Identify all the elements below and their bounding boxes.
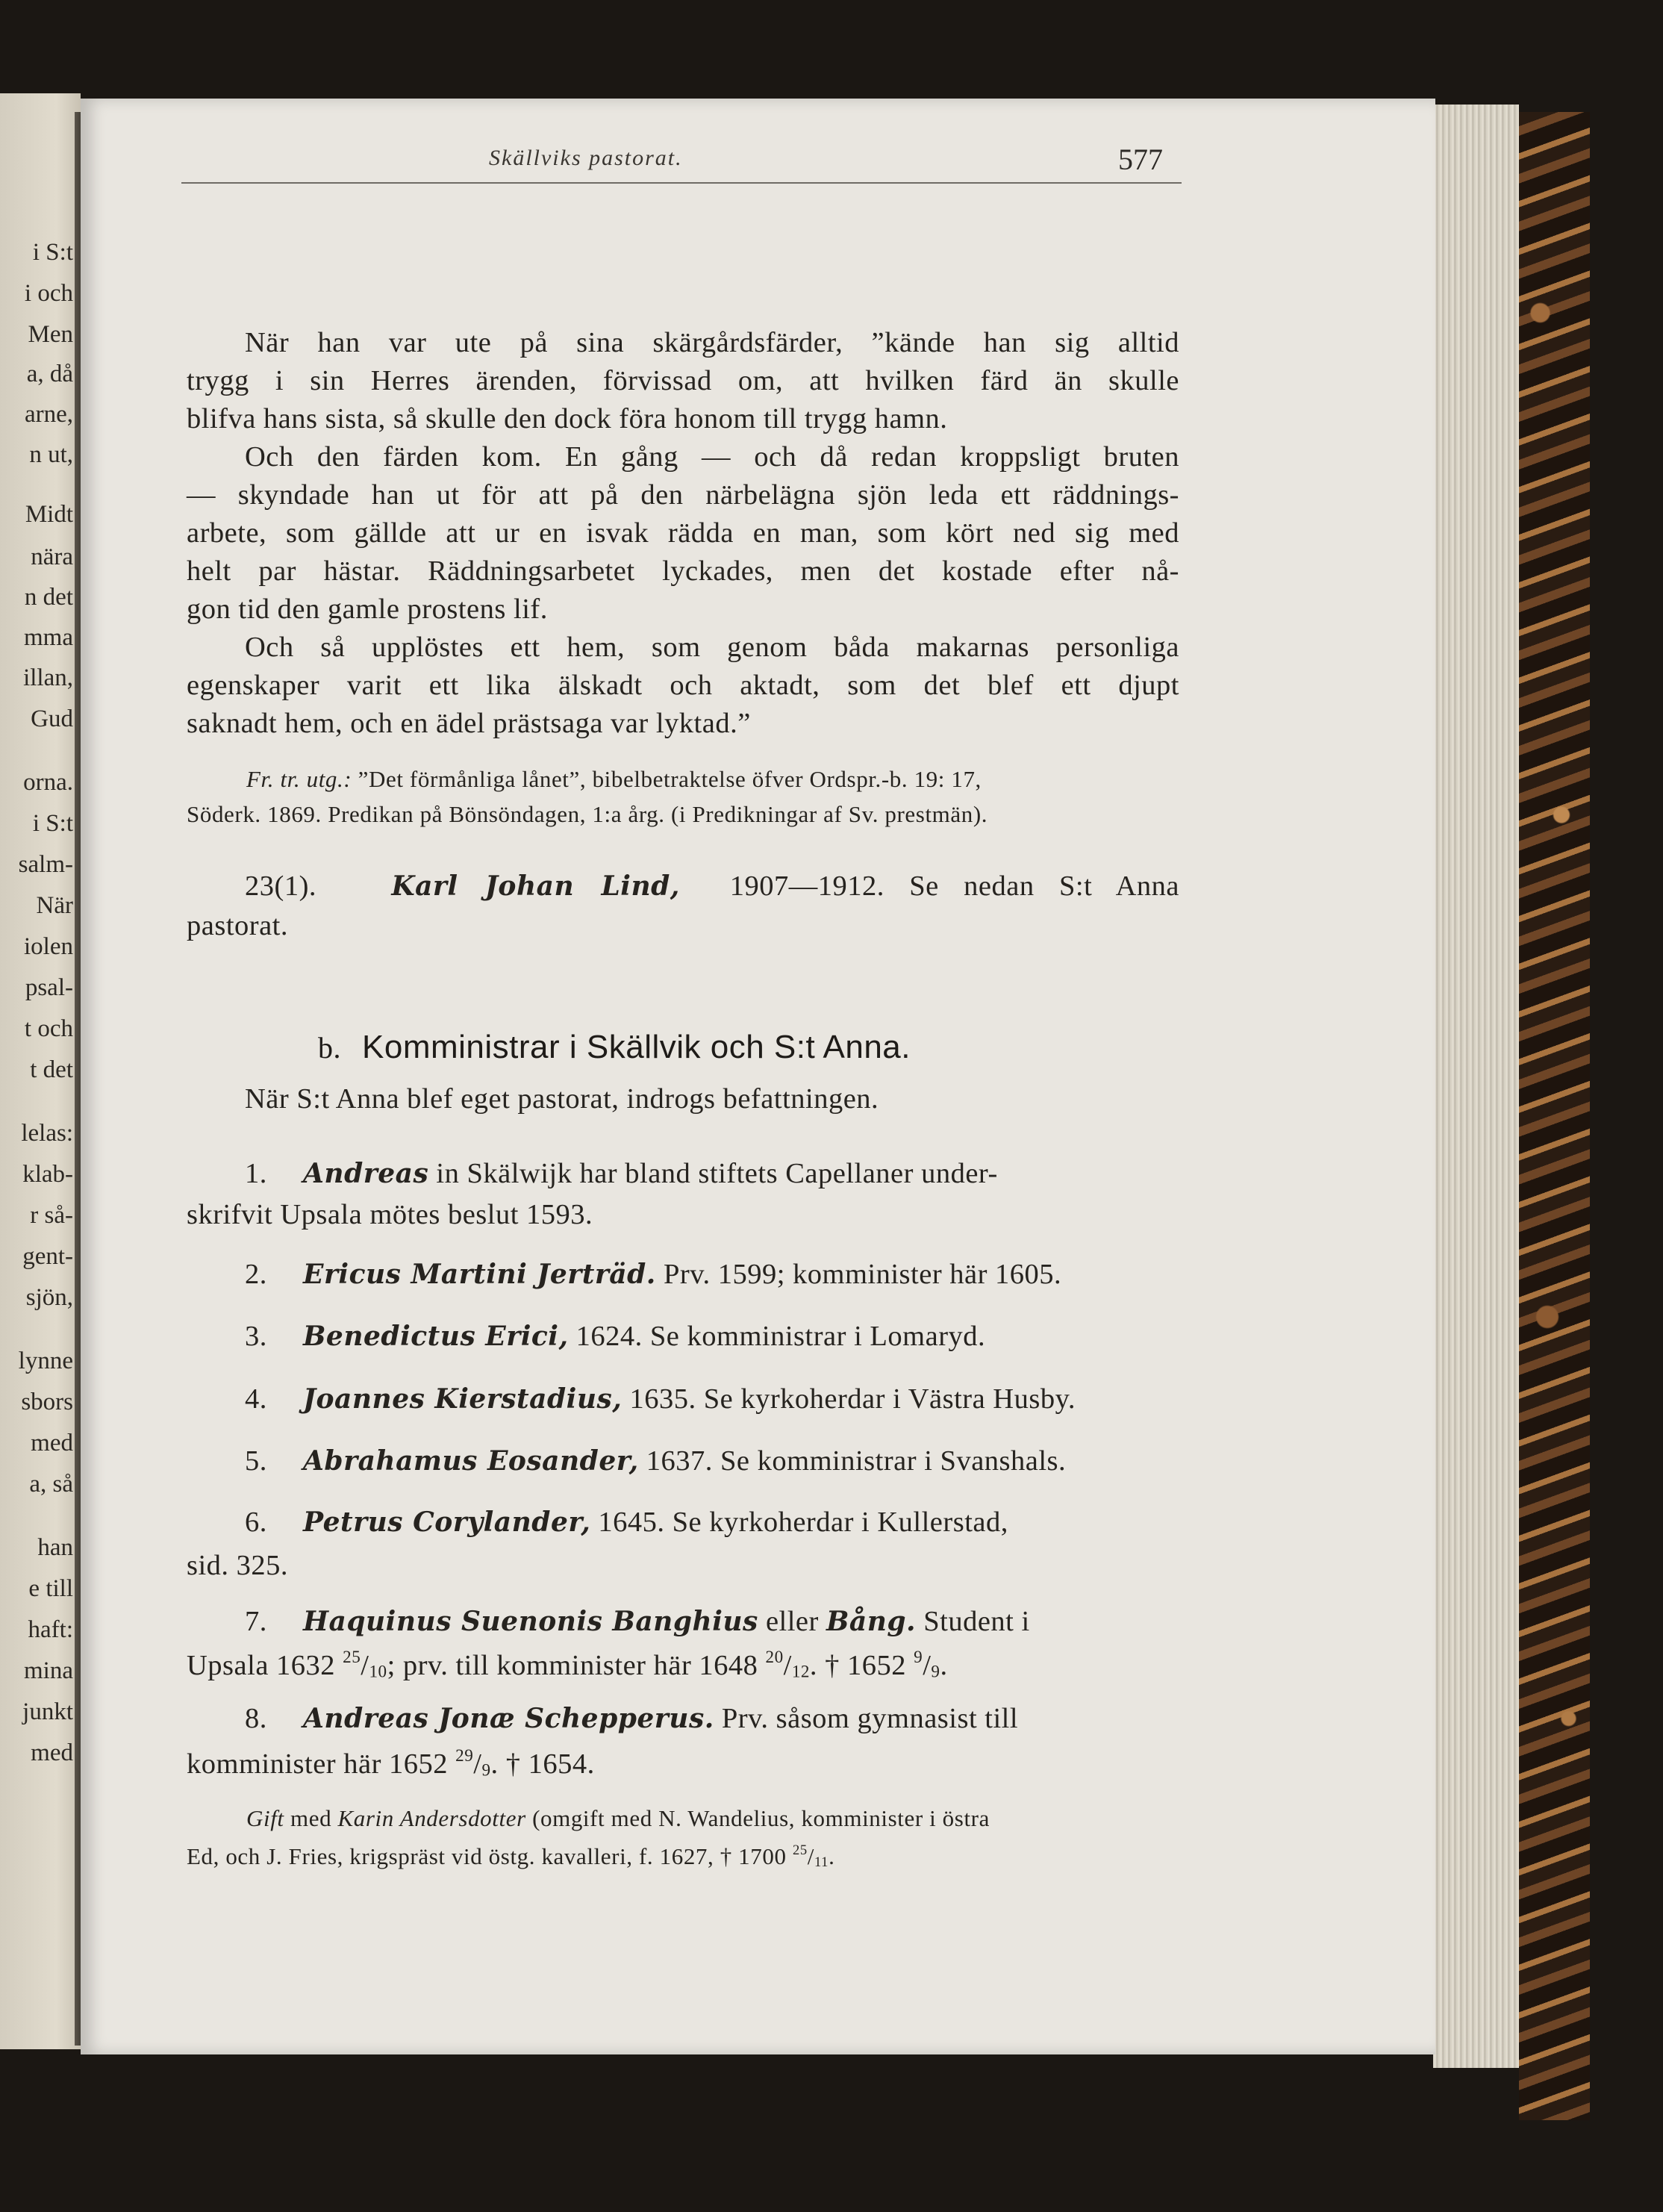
marbled-cover: [1519, 112, 1590, 2120]
section-title: Komministrar i Skällvik och S:t Anna.: [362, 1029, 911, 1065]
entry-text: 1907—1912. Se nedan S:t Anna: [729, 870, 1180, 902]
left-page-fragment: a, så: [29, 1471, 73, 1498]
entry-number: 1.: [245, 1158, 267, 1189]
entry-name-alt: Bång.: [826, 1606, 917, 1637]
source-note-prefix: Fr. tr. utg.:: [246, 766, 352, 792]
page-number: 577: [1118, 143, 1163, 176]
date-fraction-den: 11: [814, 1854, 829, 1870]
paragraph-line: helt par hästar. Räddningsarbetet lyckades, men det kostade efter nå-: [187, 555, 1179, 587]
source-note-text: ”Det förmånliga lånet”, bibelbetraktelse öfver Ordspr.-b. 19: 17,: [352, 766, 982, 792]
left-page-fragment: junkt: [22, 1698, 73, 1725]
left-page-fragment: t och: [24, 1015, 73, 1042]
entry-name: Benedictus Erici,: [303, 1321, 569, 1352]
entry-text: 1637. Se komministrar i Svanshals.: [638, 1445, 1067, 1477]
running-head: Skällviks pastorat.: [489, 146, 683, 170]
left-page-fragment: r så-: [30, 1202, 73, 1229]
paragraph-line: Och den färden kom. En gång — och då redan kroppsligt bruten: [245, 441, 1179, 473]
left-page-fragment: arne,: [24, 401, 73, 428]
left-page-fragment: n det: [24, 584, 73, 611]
entry-line: skrifvit Upsala mötes beslut 1593.: [187, 1199, 593, 1230]
date-fraction-den: 10: [369, 1661, 387, 1681]
left-page-fragment: i S:t: [32, 239, 73, 266]
footnote-text: Ed, och J. Fries, krigspräst vid östg. kavalleri, f. 1627, † 1700: [187, 1843, 787, 1870]
left-page-fragment: Midt: [25, 501, 73, 528]
entry-name: Abrahamus Eosander,: [303, 1445, 639, 1477]
left-page-fragment: sbors: [21, 1389, 73, 1415]
left-page-fragment: sjön,: [25, 1284, 73, 1311]
paragraph-line: saknadt hem, och en ädel prästsaga var lyktad.”: [187, 708, 751, 739]
header-rule: [181, 182, 1182, 184]
left-page-fragment: med: [31, 1430, 73, 1457]
footnote-line: Ed, och J. Fries, krigspräst vid östg. kavalleri, f. 1627, † 1700 $^{25}/_{11}$.: [187, 1842, 835, 1870]
entry-text: Prv. såsom gymnasist till: [714, 1703, 1019, 1734]
left-page-fragment: e till: [28, 1575, 73, 1602]
entry-number: 23(1).: [245, 870, 317, 902]
date-fraction-num: 9: [914, 1647, 923, 1666]
entry-text: Prv. 1599; komminister här 1605.: [655, 1259, 1062, 1290]
paragraph-line: — skyndade han ut för att på den närbelägna sjön leda ett räddnings-: [187, 479, 1179, 511]
entry-name: Andreas: [303, 1158, 429, 1189]
source-note-line: Söderk. 1869. Predikan på Bönsöndagen, 1:a årg. (i Predikningar af Sv. prestmän).: [187, 801, 988, 827]
entry-name: Joannes Kierstadius,: [303, 1383, 623, 1415]
left-page-fragment: lynne: [18, 1348, 73, 1374]
left-page-fragment: t det: [30, 1056, 73, 1083]
left-page-fragment: han: [37, 1534, 73, 1561]
footnote-line: [246, 1807, 990, 1830]
entry-line: sid. 325.: [187, 1550, 289, 1581]
entry-text: eller: [758, 1606, 826, 1637]
left-page-fragment: nära: [31, 543, 73, 570]
left-page-fragment: Men: [28, 321, 73, 348]
left-page-fragment: lelas:: [21, 1120, 73, 1147]
left-page-fragment: gent-: [22, 1243, 73, 1270]
entry-text: komminister här 1652: [187, 1748, 449, 1780]
source-note-line: [246, 767, 1179, 791]
entry-text: . † 1652: [809, 1650, 907, 1682]
paragraph-line: trygg i sin Herres ärenden, förvissad om, att hvilken färd än skulle: [187, 365, 1179, 396]
entry-name: Ericus Martini Jerträd.: [303, 1259, 656, 1290]
entry-name: Karl Johan Lind,: [391, 870, 680, 902]
date-fraction-den: 12: [791, 1661, 810, 1681]
left-page-fragment: iolen: [24, 933, 73, 960]
left-page-edge: [0, 93, 81, 2049]
paragraph-line: gon tid den gamle prostens lif.: [187, 593, 548, 625]
entry-text: in Skälwijk har bland stiftets Capellaner under-: [428, 1158, 998, 1189]
footnote-text: (omgift med N. Wandelius, komminister i östra: [525, 1805, 990, 1831]
date-fraction-num: 25: [343, 1647, 361, 1666]
entry-number: 8.: [245, 1703, 267, 1734]
entry-line: [245, 1159, 1179, 1188]
entry-line: [245, 1508, 1179, 1537]
paragraph-line: När han var ute på sina skärgårdsfärder, ”kände han sig alltid: [245, 327, 1179, 358]
date-fraction-num: 25: [792, 1842, 808, 1858]
footnote-name: Karin Andersdotter: [337, 1805, 526, 1831]
entry-line: [245, 1447, 1066, 1476]
section-letter: b.: [318, 1031, 341, 1065]
paragraph-line: blifva hans sista, så skulle den dock föra honom till trygg hamn.: [187, 403, 948, 434]
left-page-fragment: När: [36, 892, 73, 919]
date-fraction-den: 9: [481, 1760, 491, 1780]
entry-text: . † 1654.: [490, 1748, 595, 1780]
entry-text: 1635. Se kyrkoherdar i Västra Husby.: [622, 1383, 1076, 1415]
left-page-fragment: a, då: [26, 361, 73, 387]
left-page-fragment: Gud: [31, 705, 73, 732]
entry-number: 6.: [245, 1507, 267, 1538]
entry-name: Petrus Corylander,: [303, 1507, 591, 1538]
left-page-fragment: psal-: [25, 974, 73, 1001]
entry-line: [245, 1385, 1076, 1414]
date-fraction-num: 20: [765, 1647, 784, 1666]
entry-line: [245, 1322, 985, 1351]
entry-line: komminister här 1652 $^{29}/_9$. † 1654.: [187, 1745, 595, 1780]
left-page-fragment: illan,: [23, 664, 73, 691]
left-page-fragment: haft:: [28, 1616, 73, 1643]
entry-line: [245, 1260, 1061, 1289]
entry-text: Upsala 1632: [187, 1650, 336, 1682]
footnote-text: med: [284, 1805, 338, 1831]
left-page-fragment: i och: [24, 280, 73, 307]
entry-text: .: [940, 1650, 948, 1682]
entry-line: [245, 1704, 1179, 1733]
date-fraction-num: 29: [455, 1745, 474, 1765]
entry-text: Student i: [916, 1606, 1030, 1637]
entry-text: 1624. Se komministrar i Lomaryd.: [568, 1321, 986, 1352]
entry-line: pastorat.: [187, 910, 288, 941]
entry-number: 3.: [245, 1321, 267, 1352]
left-page-fragment: orna.: [23, 769, 73, 796]
entry-line: [245, 872, 1179, 901]
left-page-fragment: i S:t: [32, 810, 73, 837]
entry-line: Upsala 1632 $^{25}/_{10}$; prv. till komminister här 1648 $^{20}/_{12}$. † 1652 $^9/_9$.: [187, 1647, 948, 1682]
entry-text: 1645. Se kyrkoherdar i Kullerstad,: [590, 1507, 1008, 1538]
page-edges: [1433, 105, 1519, 2068]
left-page-fragment: klab-: [22, 1161, 73, 1188]
date-fraction-den: 9: [931, 1661, 940, 1681]
entry-text: ; prv. till komminister här 1648: [387, 1650, 758, 1682]
paragraph-line: arbete, som gällde att ur en isvak rädda en man, som kört ned sig med: [187, 517, 1179, 549]
entry-number: 2.: [245, 1259, 267, 1290]
left-page-fragment: salm-: [18, 851, 73, 878]
section-heading: [318, 1029, 911, 1066]
section-intro: När S:t Anna blef eget pastorat, indrogs befattningen.: [245, 1083, 879, 1115]
left-page-fragment: n ut,: [29, 441, 73, 468]
footnote-text: .: [829, 1843, 835, 1870]
left-page-fragment: mma: [24, 624, 73, 651]
footnote-prefix: Gift: [246, 1805, 284, 1831]
entry-number: 7.: [245, 1606, 267, 1637]
entry-name: Andreas Jonæ Schepperus.: [303, 1703, 714, 1734]
paragraph-line: egenskaper varit ett lika älskadt och aktadt, som det blef ett djupt: [187, 670, 1179, 701]
entry-line: [245, 1607, 1179, 1636]
left-page-fragment: med: [31, 1739, 73, 1766]
entry-number: 5.: [245, 1445, 267, 1477]
entry-number: 4.: [245, 1383, 267, 1415]
paragraph-line: Och så upplöstes ett hem, som genom båda makarnas personliga: [245, 632, 1179, 663]
left-page-fragment: mina: [24, 1657, 73, 1684]
entry-name: Haquinus Suenonis Banghius: [303, 1606, 758, 1637]
